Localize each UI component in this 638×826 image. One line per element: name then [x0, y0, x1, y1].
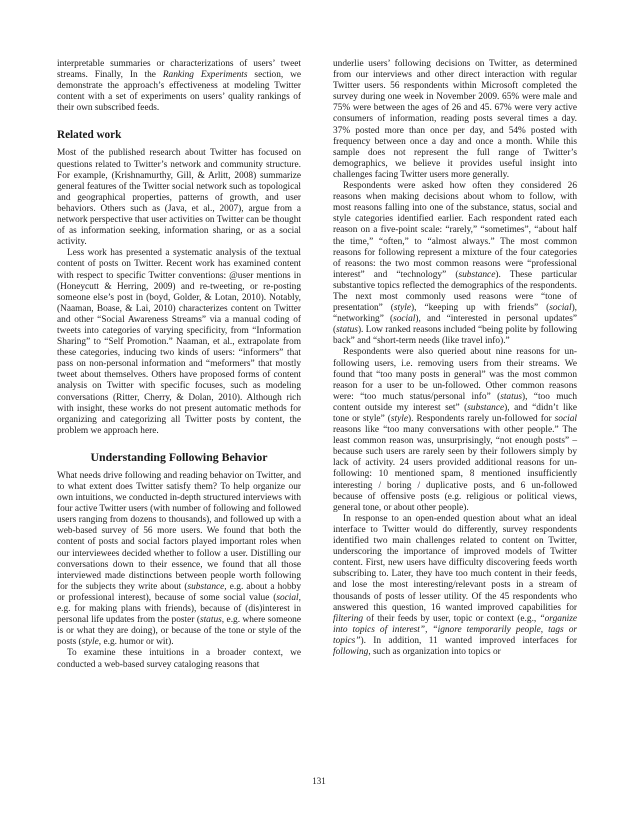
survey-paragraph-1: underlie users’ following decisions on Twitter, as determined from our interviews and other direct interaction with regular Twitter users. 56 respondents within Microsoft completed the survey during one week in November 2009. 65% were male and 75% were between the ages of 26 and 45. 67% were very active consumers of information, reading posts several times a day. 37% posted more than once per day, and 54% posted with frequency between once a day and once a month. While this sample does not represent the full range of Twitter’s demographics, we believe it provides useful insight into challenges facing Twitter users more generally. [333, 59, 577, 180]
section-heading-following: Understanding Following Behavior [90, 449, 268, 464]
page-number: 131 [312, 776, 326, 786]
survey-paragraph-2: Respondents were asked how often they considered 26 reasons when making decisions about whom to follow, with most reasons falling into one of the substance, status, social and style categories identified earlier. Each respondent rated each reason on a five-point scale: “rarely,” “sometimes”, “about half the time,” “often,” to “almost always.” The most common reasons for following represent a mixture of the four categories of reasons: the two most common reasons were “professional interest” and “technology” (substance). These particular substantive topics reflected the demographics of the respondents. The next most commonly used reasons were “tone of presentation” (style), “keeping up with friends” (social), “networking” (social), and “interested in personal updates” (status). Low ranked reasons included “being polite by following back” and “short-term needs (like travel info).” [333, 181, 578, 347]
related-work-paragraph-1: Most of the published research about Twitter has focused on questions related to Twitter’s network and community structure. For example, (Krishnamurthy, Gill, & Arlitt, 2008) summarize general features of the Twitter social network such as topological and geographical properties, patterns of growth, and user behaviors. Others such as (Java, et al., 2007), argue from a network perspective that user activities on Twitter can be thought of as information seeking, information sharing, or as a social activity. [57, 148, 301, 248]
left-column [57, 59, 301, 671]
survey-paragraph-4: In response to an open-ended question about what an ideal interface to Twitter would do differently, survey respondents identified two main challenges related to content on Twitter, underscoring the importance of improved models of Twitter content. First, new users have difficulty discovering feeds worth subscribing to. Later, they have too much content in their feeds, and lose the most interesting/relevant posts in a stream of thousands of posts of lesser utility. Of the 45 respondents who answered this question, 16 wanted improved capabilities for filtering of their feeds by user, topic or context (e.g., “organize into topics of interest”, “ignore temporarily people, tags or topics”). In addition, 11 wanted improved interfaces for following, such as organization into topics or [333, 513, 577, 657]
related-work-paragraph-2: Less work has presented a systematic analysis of the textual content of posts on Twitter. Recent work has examined content with respect to specific Twitter conventions: @user mentions in (Honeycutt & Herring, 2009) and re-tweeting, or re-posting someone else’s post in (boyd, Golder, & Lotan, 2010). Notably, (Naaman, Boase, & Lai, 2010) characterizes content on Twitter and other “Social Awareness Streams” via a manual coding of tweets into categories of varying specificity, from “Information Sharing” to “Self Promotion.” Naaman, et al., extrapolate from these categories, inducing two kinds of users: “informers” that pass on non-personal information and “meformers” that mostly tweet about themselves. Others have proposed forms of content analysis on Twitter with specific focuses, such as modeling conversations (Ritter, Cherry, & Dolan, 2010). Although rich with insight, these works do not present automatic methods for organizing and categorizing all Twitter posts by content, the problem we approach here. [57, 248, 301, 436]
following-paragraph-1: What needs drive following and reading behavior on Twitter, and to what extent does Twitter satisfy them? To help organize our own intuitions, we conducted in-depth structured interviews with four active Twitter users (with number of following and followed users ranging from dozens to thousands), and followed up with a web-based survey of 56 more users. We found that both the content of posts and social factors played important roles when our interviewees decided whether to follow a user. Distilling our conversations down to their essence, we found that all those interviewed made distinctions between people worth following for the subjects they write about (substance, e.g. about a hobby or professional interest), because of some social value (social, e.g. for making plans with friends), because of (dis)interest in personal life updates from the poster (status, e.g. where someone is or what they are doing), or because of the tone or style of the posts (style, e.g. humor or wit). [57, 470, 301, 648]
intro-paragraph: interpretable summaries or characterizations of users’ tweet streams. Finally, In the Ranking Experiments section, we demonstrate the approach’s effectiveness at modeling Twitter content with a set of experiments on users’ quality rankings of their own subscribed feeds. [57, 59, 302, 114]
following-paragraph-2: To examine these intuitions in a broader context, we conducted a web-based survey cataloging reasons that [57, 648, 301, 670]
right-column [333, 59, 577, 658]
related-work-heading: Related work [57, 129, 122, 142]
survey-paragraph-3: Respondents were also queried about nine reasons for un-following users, i.e. removing users from their streams. We found that “too many posts in general” was the most common reason for a user to be un-followed. Other common reasons were: “too much status/personal info” (status), “too much content outside my interest set” (substance), and “didn’t like tone or style” (style). Respondents rarely un-followed for social reasons like “too many conversations with other people.” The least common reason was, unsurprisingly, “not enough posts” – because such users are rarely seen by their followers simply by lack of activity. 24 users provided additional reasons for un-following: 10 mentioned spam, 8 mentioned insufficiently interesting / boring / duplicative posts, and 6 un-followed because of offensive posts (e.g. religious or political views, general tone, or about other people). [333, 347, 577, 513]
